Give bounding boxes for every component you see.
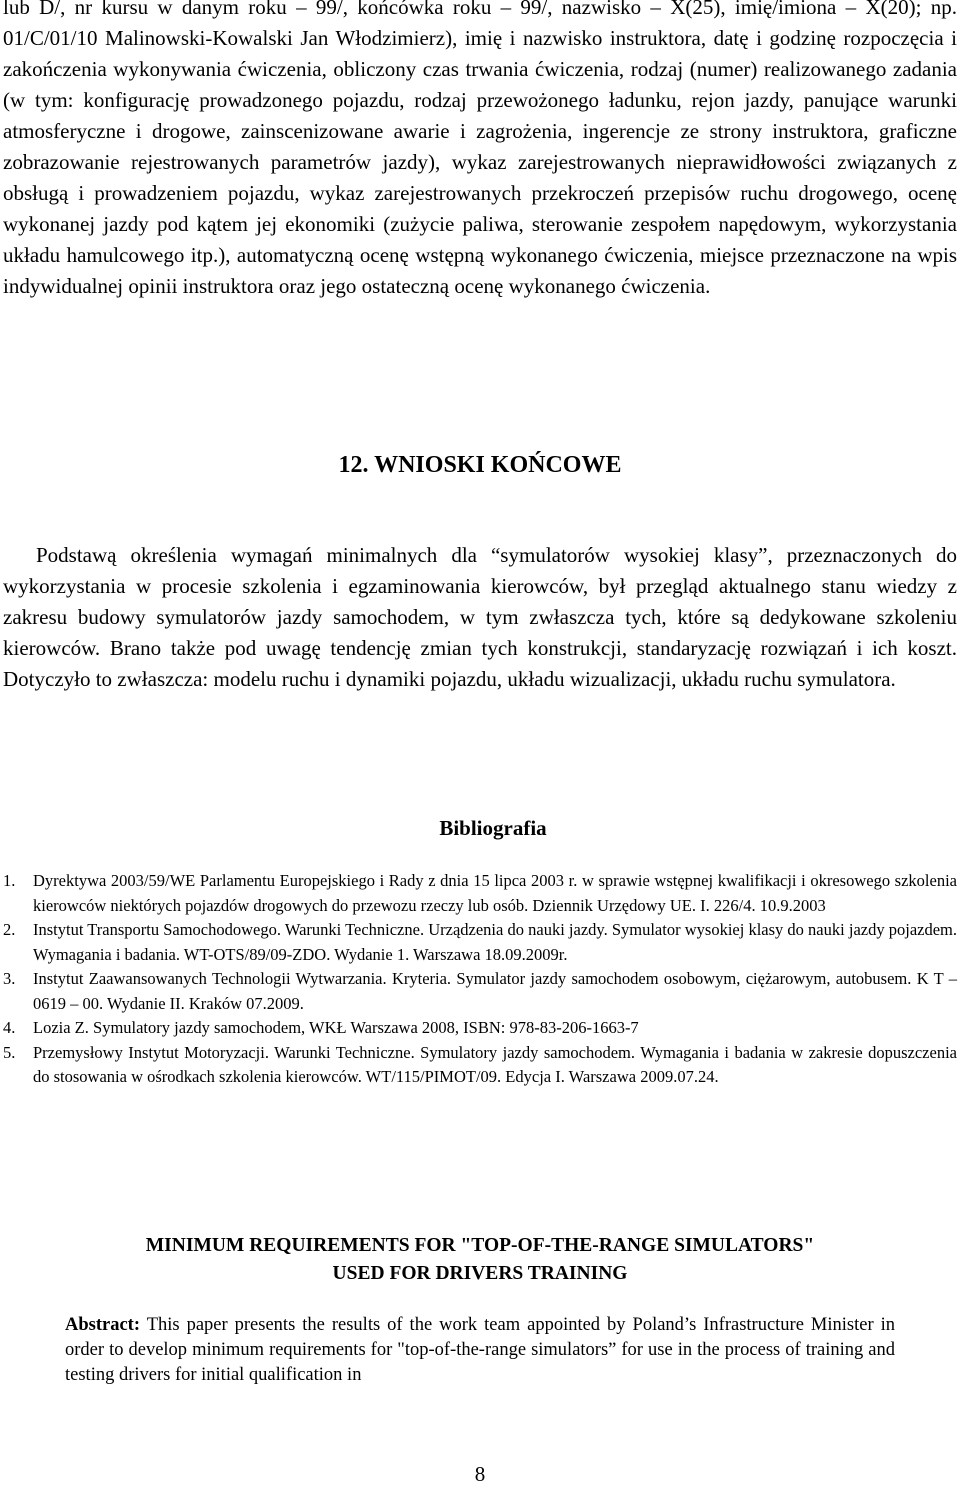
english-title-line-1: MINIMUM REQUIREMENTS FOR "TOP-OF-THE-RANGE SIMULATORS" [145,1235,815,1256]
bibliography-item-text: Przemysłowy Instytut Motoryzacji. Warunki Techniczne. Symulatory jazdy samochodem. Wymagania i badania w zakresie dopuszczenia do stosowania w ośrodkach szkolenia kierowców. WT/115/PIMOT/09. Edycja I. Warszawa 2009.07.24. [33,1042,957,1086]
page-number: 8 [474,1462,486,1486]
body-paragraph-top: lub D/, nr kursu w danym roku – 99/, końcówka roku – 99/, nazwisko – X(25), imię/imiona – X(20); np. 01/C/01/10 Malinowski-Kowalski Jan Włodzimierz), imię i nazwisko instruktora, datę i godzinę rozpoczęcia i zakończenia wykonywania ćwiczenia, obliczony czas trwania ćwiczenia, rodzaj (numer) realizowanego zadania (w tym: konfigurację prowadzonego pojazdu, rodzaj przewożonego ładunku, rejon jazdy, panujące warunki atmosferyczne i drogowe, zainscenizowane awarie i zagrożenia, ingerencje ze strony instruktora, graficzne zobrazowanie rejestrowanych parametrów jazdy), wykaz zarejestrowanych nieprawidłowości związanych z obsługą i prowadzeniem pojazdu, wykaz zarejestrowanych przekroczeń przepisów ruchu drogowego, ocenę wykonanej jazdy pod kątem jej ekonomiki (zużycie paliwa, sterowanie zespołem napędowym, wykorzystania układu hamulcowego itp.), automatyczną ocenę wstępną wykonanego ćwiczenia, miejsce przeznaczone na wpis indywidualnej opinii instruktora oraz jego ostateczną ocenę wykonanego ćwiczenia. [3,0,957,298]
bibliography-item [3,967,957,1016]
bibliography-item [3,1016,957,1041]
conclusions-paragraph: Podstawą określenia wymagań minimalnych dla “symulatorów wysokiej klasy”, przeznaczonych do wykorzystania w procesie szkolenia i egzaminowania kierowców, był przegląd aktualnego stanu wiedzy z zakresu budowy symulatorów jazdy samochodem, w tym zwłaszcza tych, które są dedykowane szkoleniu kierowców. Brano także pod uwagę tendencję zmian tych konstrukcji, standaryzację rozwiązań i ich koszt. Dotyczyło to zwłaszcza: modelu ruchu i dynamiki pojazdu, układu wizualizacji, układu ruchu symulatora. [3,543,957,691]
bibliography-item [3,1041,957,1090]
bibliography-item-text: Lozia Z. Symulatory jazdy samochodem, WKŁ Warszawa 2008, ISBN: 978-83-206-1663-7 [33,1018,639,1037]
bibliography-heading: Bibliografia [439,816,547,840]
bibliography-item-number: 5. [3,1042,16,1062]
section-heading-conclusions: 12. WNIOSKI KOŃCOWE [338,452,622,478]
abstract-label: Abstract: [65,1315,141,1335]
bibliography-item [3,869,957,918]
english-title [0,1232,960,1288]
bibliography-item-number: 4. [3,1018,16,1037]
abstract-paragraph [65,1313,895,1388]
english-title-line-2: USED FOR DRIVERS TRAINING [332,1263,628,1284]
bibliography-list [3,869,957,1090]
bibliography-item-number: 2. [3,920,16,939]
bibliography-item [3,918,957,967]
bibliography-item-number: 3. [3,969,16,988]
bibliography-item-text: Instytut Transportu Samochodowego. Warunki Techniczne. Urządzenia do nauki jazdy. Symulator wysokiej klasy do nauki jazdy pojazdem. Wymagania i badania. WT-OTS/89/09-ZDO. Wydanie 1. Warszawa 18.09.2009r. [33,920,957,964]
abstract-text: This paper presents the results of the work team appointed by Poland’s Infrastructure Minister in order to develop minimum requirements for "top-of-the-range simulators” for use in the process of training and testing drivers for initial qualification in [65,1315,895,1385]
bibliography-item-number: 1. [3,871,16,890]
bibliography-item-text: Dyrektywa 2003/59/WE Parlamentu Europejskiego i Rady z dnia 15 lipca 2003 r. w sprawie wstępnej kwalifikacji i okresowego szkolenia kierowców niektórych pojazdów drogowych do przewozu rzeczy lub osób. Dziennik Urzędowy UE. I. 226/4. 10.9.2003 [33,871,957,915]
bibliography-item-text: Instytut Zaawansowanych Technologii Wytwarzania. Kryteria. Symulator jazdy samochodem osobowym, ciężarowym, autobusem. K T – 0619 – 00. Wydanie II. Kraków 07.2009. [33,969,957,1013]
